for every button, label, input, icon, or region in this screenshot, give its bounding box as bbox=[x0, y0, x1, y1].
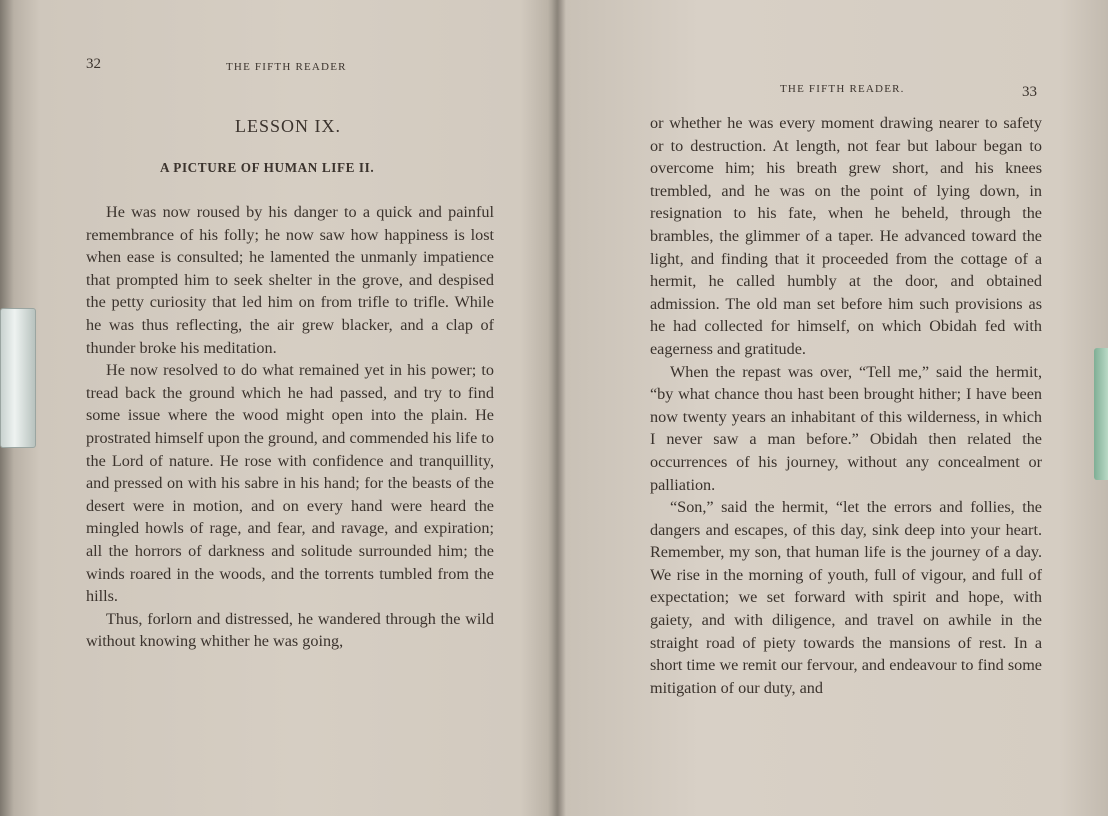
right-body-text bbox=[650, 112, 1042, 699]
left-body-text bbox=[86, 201, 494, 653]
paragraph: When the repast was over, “Tell me,” said the hermit, “by what chance thou hast been brought hither; I have been now twenty years an inhabitant of this wilderness, in which I never saw a man before.” Obidah then related the occurrences of his journey, without any concealment or palliation. bbox=[650, 362, 1042, 494]
right-bookmark-tab bbox=[1094, 348, 1108, 480]
left-page bbox=[22, 0, 554, 816]
paragraph: “Son,” said the hermit, “let the errors and follies, the dangers and escapes, of this day, sink deep into your heart. Remember, my son, that human life is the journey of a day. We rise in the morning of youth, full of vigour, and full of expectation; we set forward with spirit and hope, with gaiety, and with diligence, and travel on awhile in the straight road of piety towards the mansions of rest. In a short time we remit our fervour, and endeavour to find some mitigation of our duty, and bbox=[650, 498, 1042, 697]
page-number: 32 bbox=[86, 56, 101, 72]
right-page bbox=[560, 0, 1108, 816]
paragraph: Thus, forlorn and distressed, he wandered through the wild without knowing whither he was going, bbox=[86, 609, 494, 651]
lesson-subtitle: A PICTURE OF HUMAN LIFE II. bbox=[160, 160, 375, 175]
paragraph: He now resolved to do what remained yet in his power; to tread back the ground which he had passed, and try to find some issue where the wood might open into the plain. He prostrated himself upon the ground, and commended his life to the Lord of nature. He rose with confidence and tranquillity, and pressed on with his sabre in his hand; for the beasts of the desert were in motion, and on every hand were heard the mingled howls of rage, and fear, and ravage, and expiration; all the horrors of darkness and solitude surrounded him; the winds roared in the woods, and the torrents tumbled from the hills. bbox=[86, 361, 494, 606]
paragraph: or whether he was every moment drawing nearer to safety or to destruction. At length, not fear but labour began to overcome him; his breath grew short, and his knees trembled, and he was on the point of lying down, in resignation to his fate, when he beheld, through the brambles, the glimmer of a taper. He advanced toward the light, and finding that it proceeded from the cottage of a hermit, he called humbly at the door, and obtained admission. The old man set before him such provisions as he had collected for himself, on which Obidah fed with eagerness and gratitude. bbox=[650, 114, 1042, 358]
lesson-title: LESSON IX. bbox=[234, 116, 341, 136]
running-head: THE FIFTH READER bbox=[226, 61, 347, 73]
page-number: 33 bbox=[1022, 84, 1037, 100]
paragraph: He was now roused by his danger to a quick and painful remembrance of his folly; he now saw how happiness is lost when ease is consulted; he lamented the unmanly impatience that prompted him to seek shelter in the grove, and despised the petty curiosity that led him on from trifle to trifle. While he was thus reflecting, the air grew blacker, and a clap of thunder broke his meditation. bbox=[86, 203, 494, 357]
running-head: THE FIFTH READER. bbox=[780, 83, 905, 95]
